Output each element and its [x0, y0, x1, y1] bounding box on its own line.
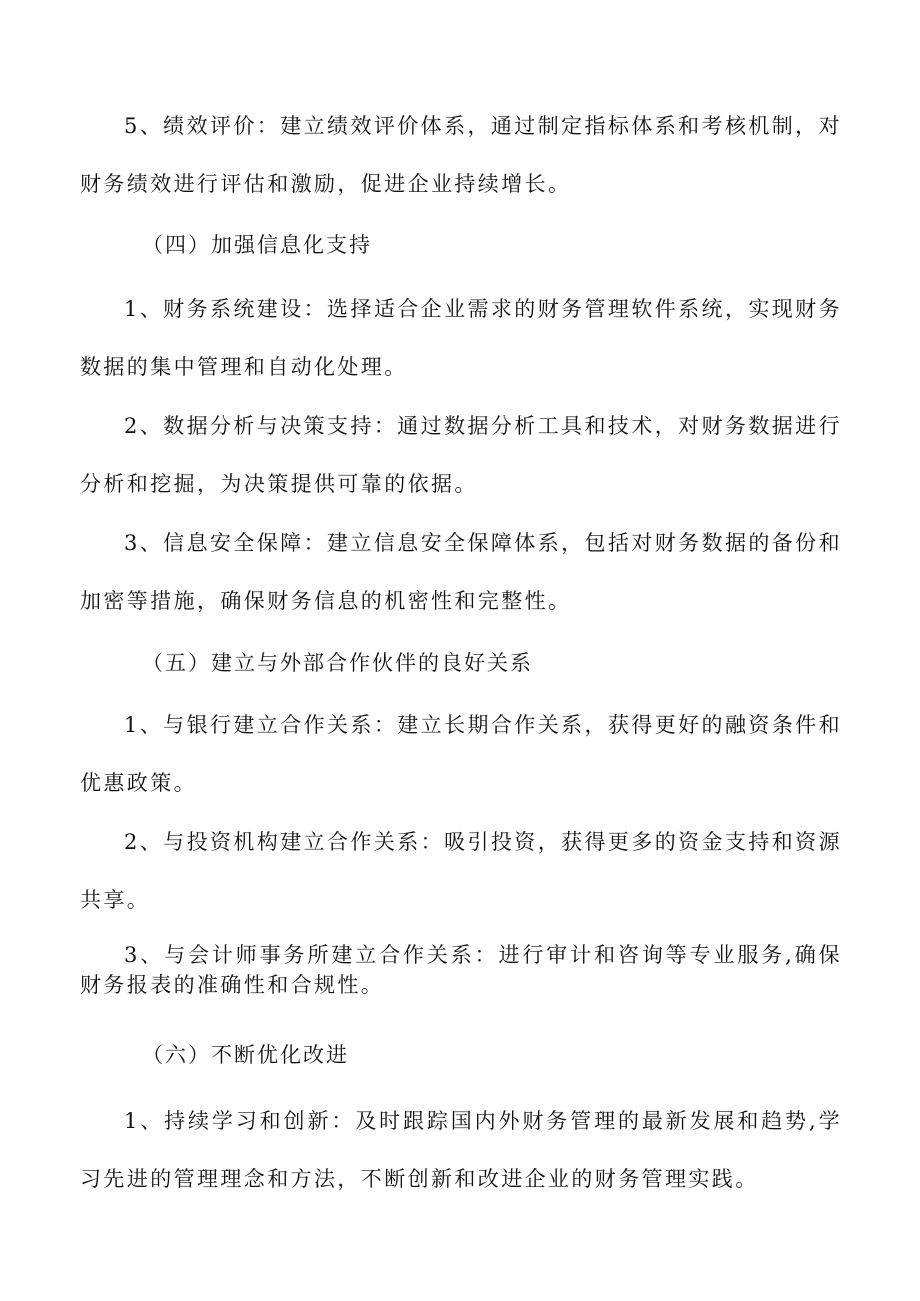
paragraph-financial-system: 1、财务系统建设：选择适合企业需求的财务管理软件系统，实现财务数据的集中管理和自动化处理。	[80, 297, 842, 379]
paragraph-info-security: 3、信息安全保障：建立信息安全保障体系，包括对财务数据的备份和加密等措施，确保财务信息的机密性和完整性。	[80, 531, 842, 613]
section-heading-4: （四）加强信息化支持	[142, 233, 372, 257]
paragraph-investor-cooperation: 2、与投资机构建立合作关系：吸引投资，获得更多的资金支持和资源共享。	[80, 830, 842, 912]
paragraph-performance-evaluation: 5、绩效评价：建立绩效评价体系，通过制定指标体系和考核机制，对财务绩效进行评估和激励，促进企业持续增长。	[80, 114, 842, 196]
paragraph-continuous-learning: 1、持续学习和创新：及时跟踪国内外财务管理的最新发展和趋势,学习先进的管理理念和方法，不断创新和改进企业的财务管理实践。	[80, 1109, 842, 1191]
paragraph-accounting-firm: 3、与会计师事务所建立合作关系：进行审计和咨询等专业服务,确保财务报表的准确性和合规性。	[80, 943, 842, 997]
paragraph-data-analysis: 2、数据分析与决策支持：通过数据分析工具和技术，对财务数据进行分析和挖掘，为决策提供可靠的依据。	[80, 414, 842, 496]
section-heading-6: （六）不断优化改进	[142, 1043, 349, 1067]
section-heading-5: （五）建立与外部合作伙伴的良好关系	[142, 651, 533, 675]
paragraph-bank-cooperation: 1、与银行建立合作关系：建立长期合作关系，获得更好的融资条件和优惠政策。	[80, 713, 842, 795]
